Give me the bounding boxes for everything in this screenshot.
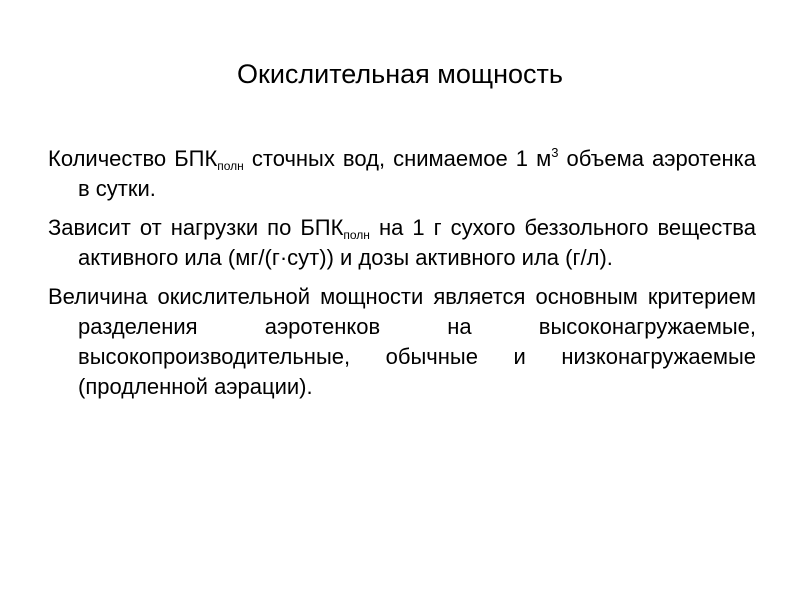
superscript-3: 3 <box>551 145 559 160</box>
subscript-poln: полн <box>343 228 370 242</box>
subscript-poln: полн <box>217 159 244 173</box>
paragraph-text: сточных вод, снимаемое 1 м <box>243 146 552 171</box>
slide-body <box>48 144 756 411</box>
slide-title: Окислительная мощность <box>237 59 563 89</box>
paragraph-bod-quantity <box>48 144 756 204</box>
paragraph-text: на 1 г сухого беззольного вещества активного ила (мг/(г·сут)) и дозы активного ила (г/л). <box>78 215 756 270</box>
paragraph-load-dependency <box>48 213 756 273</box>
paragraph-classification: Величина окислительной мощности является основным критерием разделения аэротенков на высоконагружаемые, высокопроизводительные, обычные и низконагружаемые (продленной аэрации). <box>48 284 756 399</box>
paragraph-text: объема аэротенка в сутки. <box>78 146 756 201</box>
paragraph-text: Зависит от нагрузки по БПК <box>48 215 344 240</box>
paragraph-text: Количество БПК <box>48 146 218 171</box>
